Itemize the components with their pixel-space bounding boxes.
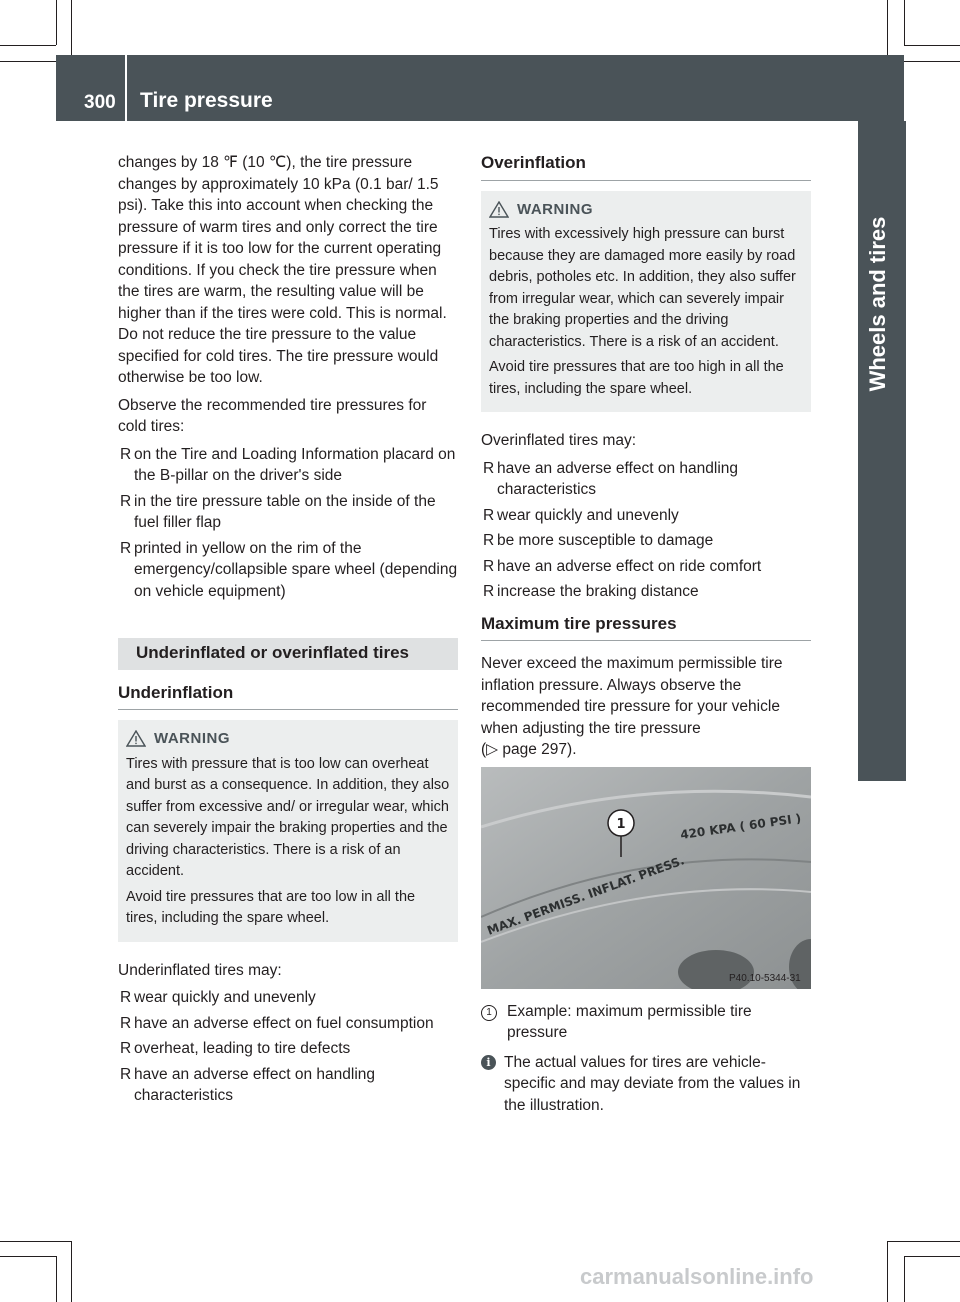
photo-code: P40.10-5344-31 xyxy=(729,972,801,984)
info-text: The actual values for tires are vehicle-specific and may deviate from the values in the illustration. xyxy=(504,1053,801,1114)
warning-triangle-icon xyxy=(489,201,509,218)
warning-text: Avoid tire pressures that are too low in all the tires, including the spare wheel. xyxy=(126,888,416,926)
bullet: R xyxy=(120,539,132,557)
list-item-text: wear quickly and unevenly xyxy=(497,506,679,524)
info-icon: i xyxy=(481,1055,496,1070)
crop-mark xyxy=(56,1256,57,1302)
photo-caption xyxy=(481,1001,811,1044)
max-paragraph-text: Never exceed the maximum permissible tire inflation pressure. Always observe the recommended tire pressure for your vehicle when adjusting the tire pressure xyxy=(481,655,783,737)
crop-mark xyxy=(71,1241,72,1302)
crop-mark xyxy=(0,1256,56,1257)
crop-mark xyxy=(904,1256,905,1302)
subheading-underinflation xyxy=(118,682,458,711)
list-item-text: have an adverse effect on handling characteristics xyxy=(134,1065,376,1104)
bullet: R xyxy=(120,989,132,1006)
crop-mark xyxy=(887,1241,888,1302)
list-item xyxy=(118,1013,458,1035)
list-item xyxy=(481,530,811,552)
warning-text: Avoid tire pressures that are too high in all the tires, including the spare wheel. xyxy=(489,359,784,397)
max-paragraph xyxy=(481,653,811,761)
may-paragraph: Underinflated tires may: xyxy=(118,961,282,979)
bullet: R xyxy=(120,1014,132,1032)
list-item-text: on the Tire and Loading Information placard on the B-pillar on the driver's side xyxy=(134,445,456,484)
caption-text: Example: maximum permissible tire pressure xyxy=(507,1002,752,1041)
rim-value: 420 KPA ( 60 PSI ) xyxy=(679,810,803,842)
may-paragraph: Overinflated tires may: xyxy=(481,432,637,449)
watermark: carmanualsonline.info xyxy=(580,1264,814,1289)
info-note xyxy=(481,1052,811,1117)
list-item-text: have an adverse effect on fuel consumption xyxy=(134,1014,434,1032)
list-item-text: be more susceptible to damage xyxy=(497,532,714,549)
crop-mark xyxy=(0,45,56,46)
crop-mark xyxy=(904,0,905,45)
list-item xyxy=(118,538,458,603)
chapter-tab-label: Wheels and tires xyxy=(865,216,890,392)
header-divider xyxy=(125,55,127,121)
bullet: R xyxy=(120,1065,132,1083)
crop-mark xyxy=(887,0,888,62)
crop-mark xyxy=(904,1256,960,1257)
crop-mark xyxy=(0,1241,71,1242)
section-heading: Underinflated or overinflated tires xyxy=(136,643,409,662)
list-item-text: overheat, leading to tire defects xyxy=(134,1040,351,1057)
left-column xyxy=(118,152,458,1113)
warning-label: WARNING xyxy=(154,730,230,747)
crop-mark xyxy=(887,1241,960,1242)
bullet: R xyxy=(120,445,132,463)
may-list xyxy=(481,458,811,603)
list-item xyxy=(481,505,811,527)
list-item-text: printed in yellow on the rim of the emergency/collapsible spare wheel (depending on vehicle equipment) xyxy=(134,539,458,600)
list-item xyxy=(481,458,811,501)
subheading-text: Maximum tire pressures xyxy=(481,613,677,633)
warning-box xyxy=(118,720,458,942)
crop-mark xyxy=(71,0,72,62)
crop-mark xyxy=(904,45,960,46)
warning-text: Tires with pressure that is too low can overheat and burst as a consequence. In addition, they also suffer from excessive and/ or irregular wear, which can severely impair the braking properties and the driving characteristics. There is a risk of an accident. xyxy=(126,755,450,879)
subheading-overinflation xyxy=(481,152,811,181)
callout-number: 1 xyxy=(616,816,626,832)
list-item-text: increase the braking distance xyxy=(497,583,699,600)
observe-list xyxy=(118,444,458,603)
subheading-text: Overinflation xyxy=(481,153,586,172)
section-heading-band xyxy=(118,638,458,670)
bullet: R xyxy=(483,532,495,549)
bullet: R xyxy=(120,492,132,510)
list-item xyxy=(481,556,811,578)
page-title: Tire pressure xyxy=(140,89,273,112)
warning-box xyxy=(481,191,811,413)
subheading-max-pressure xyxy=(481,613,811,642)
list-item xyxy=(118,987,458,1009)
list-item-text: in the tire pressure table on the inside of the fuel filler flap xyxy=(134,492,436,531)
warning-label: WARNING xyxy=(517,200,593,218)
chapter-tab-label-box xyxy=(850,121,906,781)
page-reference[interactable]: (▷ page 297). xyxy=(481,741,577,758)
warning-header xyxy=(489,199,803,221)
warning-text: Tires with excessively high pressure can burst because they are damaged more easily by road debris, potholes etc. In addition, they also suffer from irregular wear, which can severely impair the braking properties and the driving characteristics. There is a risk of an accident. xyxy=(489,226,796,350)
intro-paragraph: changes by 18 ℉ (10 ℃), the tire pressure changes by approximately 10 kPa (0.1 bar/ 1.5 psi). Take this into account when checking the pressure of warm tires and only correct the tire pressure if it is too low for the current operating conditions. If you check the tire pressure when the tires are warm, the resulting value will be higher than if the tires were cold. This is normal. Do not reduce the tire pressure to the value specified for cold tires. The tire pressure would otherwise be too low. xyxy=(118,154,447,386)
bullet: R xyxy=(483,557,495,575)
rim-photo xyxy=(481,767,811,989)
list-item xyxy=(118,1064,458,1107)
crop-mark xyxy=(56,0,57,45)
warning-triangle-icon xyxy=(126,730,146,747)
list-item-text: have an adverse effect on ride comfort xyxy=(497,557,762,575)
rim-text: MAX. PERMISS. INFLAT. PRESS. xyxy=(485,852,687,938)
subheading-text: Underinflation xyxy=(118,682,234,702)
list-item xyxy=(118,444,458,487)
bullet: R xyxy=(120,1040,132,1057)
list-item xyxy=(118,491,458,534)
observe-paragraph: Observe the recommended tire pressures for cold tires: xyxy=(118,396,427,435)
bullet: R xyxy=(483,506,495,524)
list-item xyxy=(481,581,811,603)
page-number: 300 xyxy=(84,92,116,113)
may-list xyxy=(118,987,458,1107)
list-item-text: wear quickly and unevenly xyxy=(134,989,316,1006)
bullet: R xyxy=(483,583,495,600)
right-column xyxy=(481,152,811,1116)
list-item xyxy=(118,1038,458,1060)
bullet: R xyxy=(483,459,495,477)
list-item-text: have an adverse effect on handling characteristics xyxy=(497,459,739,498)
warning-header xyxy=(126,728,450,750)
caption-number: 1 xyxy=(481,1005,497,1021)
